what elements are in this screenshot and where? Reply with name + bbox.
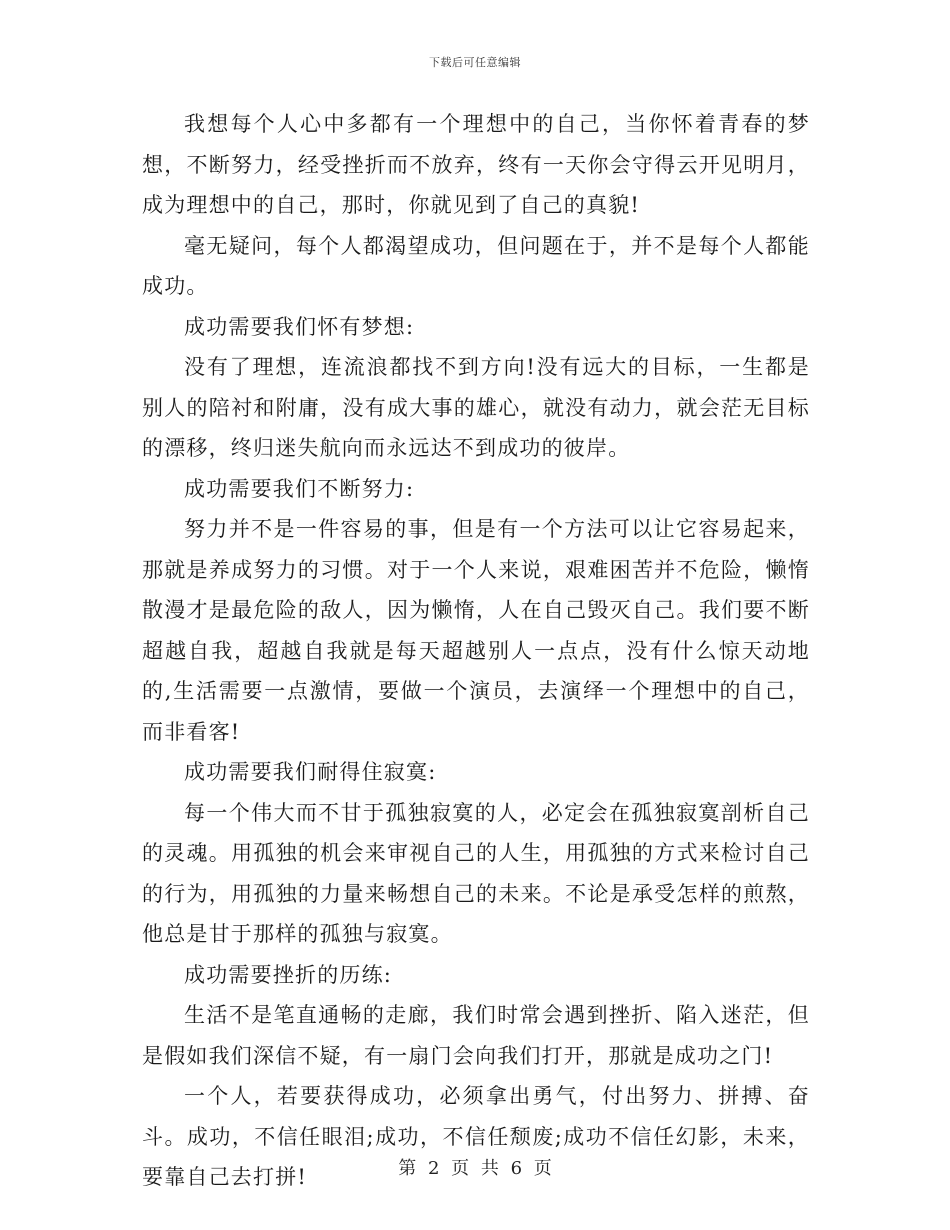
- section-heading-dream: 成功需要我们怀有梦想:: [184, 314, 415, 339]
- section-heading-solitude: 成功需要我们耐得住寂寞:: [184, 760, 437, 784]
- paragraph-4: 努力并不是一件容易的事，但是有一个方法可以让它容易起来，那就是养成努力的习惯。对于一个人来说，艰难困苦并不危险，懒惰散漫才是最危险的敌人，因为懒惰，人在自己毁灭自己。我们要不断超越自我，超越自我就是每天超越别人一点点，没有什么惊天动地的,生活需要一点激情，要做一个演员，去演绎一个理想中的自己，而非看客!: [142, 517, 810, 744]
- paragraph-7: 一个人，若要获得成功，必须拿出勇气，付出努力、拼搏、奋斗。成功，不信任眼泪;成功，不信任颓废;成功不信任幻影，未来，要靠自己去打拼!: [142, 1084, 810, 1189]
- page-number-footer: 第 2 页 共 6 页: [398, 1158, 552, 1179]
- paragraph-3: 没有了理想，连流浪都找不到方向!没有远大的目标，一生都是别人的陪衬和附庸，没有成大事的雄心，就没有动力，就会茫无目标的漂移，终归迷失航向而永远达不到成功的彼岸。: [142, 355, 810, 460]
- section-heading-effort: 成功需要我们不断努力:: [184, 476, 415, 501]
- page-header: 下载后可任意编辑: [429, 56, 521, 69]
- section-heading-setbacks: 成功需要挫折的历练:: [184, 962, 393, 987]
- paragraph-6: 生活不是笔直通畅的走廊，我们时常会遇到挫折、陷入迷茫，但是假如我们深信不疑，有一扇门会向我们打开，那就是成功之门!: [142, 1003, 810, 1068]
- paragraph-5: 每一个伟大而不甘于孤独寂寞的人，必定会在孤独寂寞剖析自己的灵魂。用孤独的机会来审视自己的人生，用孤独的方式来检讨自己的行为，用孤独的力量来畅想自己的未来。不论是承受怎样的煎熬，他总是甘于那样的孤独与寂寞。: [142, 800, 810, 946]
- paragraph-1: 我想每个人心中多都有一个理想中的自己，当你怀着青春的梦想，不断努力，经受挫折而不放弃，终有一天你会守得云开见明月，成为理想中的自己，那时，你就见到了自己的真貌!: [142, 112, 810, 217]
- document-body: [142, 104, 810, 1198]
- paragraph-2: 毫无疑问，每个人都渴望成功，但问题在于，并不是每个人都能成功。: [142, 233, 810, 298]
